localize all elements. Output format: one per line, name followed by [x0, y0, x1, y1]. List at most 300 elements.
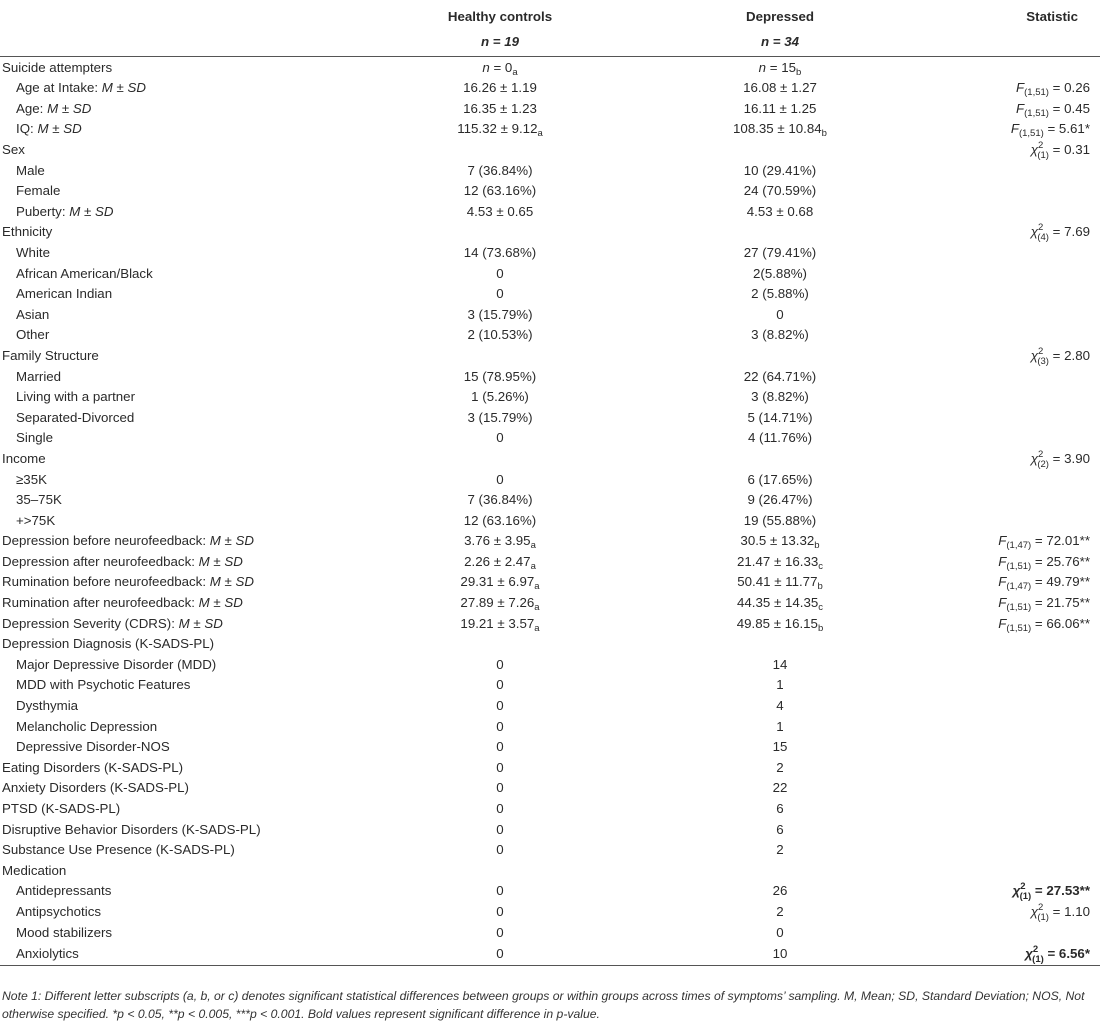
healthy-value	[360, 78, 640, 99]
cell-value: 19 (55.88%)	[743, 512, 817, 528]
healthy-value	[360, 551, 640, 572]
statistic-value	[920, 222, 1100, 243]
row-label: Male	[16, 162, 45, 178]
depressed-value	[640, 881, 920, 902]
cell-value: 5 (14.71%)	[747, 409, 813, 425]
statistic-number: = 1.10	[1048, 903, 1090, 919]
row-label: Depression after neurofeedback: M ± SD	[2, 553, 243, 569]
row-label: Eating Disorders (K-SADS-PL)	[2, 759, 184, 775]
statistic-value	[920, 819, 1100, 840]
statistic	[1030, 901, 1090, 923]
depressed-value	[640, 428, 920, 449]
table-row	[0, 737, 1100, 758]
cell-value: 0	[496, 471, 504, 487]
cell-value: 3 (8.82%)	[751, 389, 809, 405]
depressed-value	[640, 489, 920, 510]
cell-value: 21.47 ± 16.33	[737, 553, 819, 569]
row-label: Anxiolytics	[0, 943, 360, 966]
chi-square: $\chi^2_{(1)}$	[1030, 139, 1049, 161]
row-label: ≥35K	[16, 471, 47, 487]
table-row	[0, 407, 1100, 428]
cell-value: 4	[776, 698, 784, 714]
healthy-value	[360, 57, 640, 78]
row-label: Dysthymia	[16, 698, 79, 714]
statistic-number: = 6.56*	[1043, 945, 1090, 961]
table-row	[0, 798, 1100, 819]
cell-value: 0	[496, 286, 504, 302]
healthy-value	[360, 613, 640, 634]
depressed-value	[640, 345, 920, 366]
statistic-value	[920, 469, 1100, 490]
cell-value: 9 (26.47%)	[747, 492, 813, 508]
row-label: Family Structure	[2, 347, 99, 363]
depressed-value	[640, 57, 920, 78]
row-label: Income	[2, 450, 46, 466]
cell-value: 3 (15.79%)	[467, 409, 533, 425]
row-label: Melancholic Depression	[16, 718, 158, 734]
healthy-value	[360, 98, 640, 119]
statistic: $F_{(1,51)} = 0.45$	[1016, 100, 1090, 119]
statistic-df: (1,47)	[1006, 581, 1032, 593]
depressed-value	[640, 139, 920, 160]
cell-value: 2(5.88%)	[753, 265, 807, 281]
cell-value: 1 (5.26%)	[471, 389, 529, 405]
statistic: $F_{(1,51)} = 0.26$	[1016, 80, 1090, 99]
healthy-value	[360, 901, 640, 922]
healthy-value	[360, 428, 640, 449]
cell-value: 16.08 ± 1.27	[743, 80, 817, 96]
table-row	[0, 695, 1100, 716]
depressed-value	[640, 160, 920, 181]
statistic-value	[920, 798, 1100, 819]
table-row	[0, 716, 1100, 737]
row-label: White	[16, 244, 50, 260]
cell-value: 15 (78.95%)	[463, 368, 537, 384]
statistic-value	[920, 737, 1100, 758]
statistic-df: (1,51)	[1024, 107, 1049, 119]
cell-value: 44.35 ± 14.35	[737, 595, 819, 611]
statistic-number: = 5.61*	[1043, 121, 1090, 137]
healthy-value	[360, 778, 640, 799]
header-statistic: Statistic	[1026, 9, 1078, 24]
cell-value: 1	[776, 718, 784, 734]
cell-value: 16.11 ± 1.25	[743, 100, 817, 116]
statistic-df: (1,51)	[1018, 128, 1044, 140]
cell-value: 0	[496, 265, 504, 281]
table-row	[0, 675, 1100, 696]
cell-value: 16.26 ± 1.19	[463, 80, 537, 96]
cell-value: 2 (10.53%)	[467, 327, 533, 343]
row-label: Anxiety Disorders (K-SADS-PL)	[2, 780, 189, 796]
statistic-value	[920, 160, 1100, 181]
statistic-df: (1,47)	[1006, 540, 1032, 552]
row-label: Major Depressive Disorder (MDD)	[16, 656, 217, 672]
row-label: Depression Diagnosis (K-SADS-PL)	[2, 636, 215, 652]
cell-value: n = 0	[482, 59, 513, 75]
row-label: Antidepressants	[16, 883, 112, 899]
group-subscript: a	[530, 540, 536, 552]
healthy-value	[360, 263, 640, 284]
group-subscript: a	[537, 128, 543, 140]
statistic-number: = 66.06**	[1031, 615, 1090, 631]
table-row	[0, 387, 1100, 408]
header-depressed: Depressed	[746, 9, 814, 24]
statistic-value	[920, 489, 1100, 510]
group-subscript: b	[821, 128, 827, 140]
cell-value: 0	[496, 739, 504, 755]
statistic-number: = 21.75**	[1031, 595, 1090, 611]
statistic-value	[920, 675, 1100, 696]
table-note: Note 1: Different letter subscripts (a, b, or c) denotes significant statistical differences between groups or within groups across times of symptoms’ sampling. M, Mean; SD, Standard Deviation; NOS, Not otherwise specified. *p < 0.05, **p < 0.005, ***p < 0.001. Bold values represent significant difference in p-value.	[2, 989, 1085, 1021]
chi-square: $\chi^2_{(3)}$	[1030, 345, 1049, 367]
row-label: Separated-Divorced	[16, 409, 135, 425]
cell-value: 29.31 ± 6.97	[460, 574, 535, 590]
healthy-value	[360, 448, 640, 469]
cell-value: 3.76 ± 3.95	[464, 533, 531, 549]
statistic-value	[920, 78, 1100, 99]
statistic-value	[920, 551, 1100, 572]
group-subscript: b	[817, 622, 824, 634]
statistic-value	[920, 98, 1100, 119]
row-label: Rumination before neurofeedback: M ± SD	[2, 574, 254, 590]
healthy-value	[360, 716, 640, 737]
statistic-df: (1)	[1019, 891, 1032, 903]
row-label: Asian	[16, 306, 50, 322]
healthy-value	[360, 943, 640, 966]
healthy-value	[360, 284, 640, 305]
statistic-value	[920, 901, 1100, 922]
group-subscript: c	[818, 560, 823, 572]
header-healthy-controls: Healthy controls	[447, 9, 553, 24]
depressed-value	[640, 757, 920, 778]
cell-value: 27.89 ± 7.26	[460, 595, 535, 611]
statistic-number: = 2.80	[1048, 347, 1090, 363]
cell-value: 0	[496, 656, 504, 672]
healthy-value	[360, 737, 640, 758]
healthy-value	[360, 407, 640, 428]
chi-square: $\chi^2_{(4)}$	[1030, 222, 1049, 244]
depressed-value	[640, 98, 920, 119]
table-row	[0, 78, 1100, 99]
statistic-value	[920, 448, 1100, 469]
header-blank	[0, 0, 360, 26]
statistic	[1030, 222, 1090, 244]
table-row	[0, 901, 1100, 922]
cell-value: 12 (63.16%)	[463, 512, 537, 528]
statistic-df: (3)	[1037, 355, 1049, 367]
cell-value: 4 (11.76%)	[747, 430, 813, 446]
statistic-value	[920, 428, 1100, 449]
row-label: IQ: M ± SD	[16, 121, 82, 137]
table-row	[0, 242, 1100, 263]
table-row	[0, 778, 1100, 799]
cell-value: 2 (5.88%)	[751, 286, 809, 302]
row-label: American Indian	[16, 286, 113, 302]
cell-value: 3 (8.82%)	[751, 327, 809, 343]
cell-value: 2	[776, 759, 784, 775]
table-row	[0, 181, 1100, 202]
table-row	[0, 345, 1100, 366]
table-row	[0, 222, 1100, 243]
statistic-value	[920, 510, 1100, 531]
cell-value: 10 (29.41%)	[743, 162, 817, 178]
statistic-value	[920, 284, 1100, 305]
statistic: $F_{(1,51)} = 66.06**$	[998, 615, 1090, 634]
table-row	[0, 860, 1100, 881]
row-label: Disruptive Behavior Disorders (K-SADS-PL)	[2, 821, 261, 837]
table-row	[0, 119, 1100, 140]
cell-value: 15	[772, 739, 788, 755]
table-row	[0, 634, 1100, 655]
statistic-df: (1,51)	[1006, 622, 1032, 634]
depressed-value	[640, 798, 920, 819]
row-label: Medication	[2, 862, 67, 878]
cell-value: 0	[496, 924, 504, 940]
depressed-value	[640, 119, 920, 140]
healthy-value	[360, 325, 640, 346]
cell-value: 7 (36.84%)	[467, 492, 533, 508]
cell-value: 2	[776, 842, 784, 858]
table-row	[0, 840, 1100, 861]
table-row	[0, 304, 1100, 325]
cell-value: 0	[496, 698, 504, 714]
healthy-value	[360, 242, 640, 263]
row-label: Substance Use Presence (K-SADS-PL)	[2, 842, 235, 858]
healthy-value	[360, 819, 640, 840]
cell-value: 27 (79.41%)	[743, 244, 817, 260]
cell-value: 14	[772, 656, 788, 672]
cell-value: 0	[496, 718, 504, 734]
table-row	[0, 160, 1100, 181]
statistic-df: (1)	[1032, 953, 1044, 965]
row-label: Other	[16, 327, 50, 343]
cell-value: 108.35 ± 10.84	[733, 121, 822, 137]
table-row	[0, 98, 1100, 119]
group-subscript: b	[817, 581, 823, 593]
table-row	[0, 943, 1100, 966]
statistic	[1030, 139, 1090, 161]
depressed-value	[640, 840, 920, 861]
statistic-value	[920, 119, 1100, 140]
cell-value: 50.41 ± 11.77	[737, 574, 818, 590]
healthy-value	[360, 160, 640, 181]
row-label: Single	[16, 430, 53, 446]
statistic-number: = 0.31	[1048, 141, 1090, 157]
healthy-value	[360, 922, 640, 943]
depressed-value	[640, 592, 920, 613]
statistic-value	[920, 860, 1100, 881]
depressed-value	[640, 695, 920, 716]
depressed-value	[640, 304, 920, 325]
healthy-value	[360, 675, 640, 696]
depressed-value	[640, 778, 920, 799]
chi-square: $\chi^2_{(2)}$	[1030, 448, 1049, 470]
row-label: Living with a partner	[16, 389, 135, 405]
statistic: $F_{(1,47)} = 49.79**$	[998, 574, 1090, 593]
depressed-value	[640, 737, 920, 758]
cell-value: 0	[496, 677, 504, 693]
statistic-value	[920, 325, 1100, 346]
cell-value: 10	[772, 945, 788, 961]
statistic-df: (1,51)	[1006, 602, 1032, 614]
statistic: $F_{(1,51)} = 21.75**$	[998, 595, 1090, 614]
table-row	[0, 551, 1100, 572]
cell-value: 2.26 ± 2.47	[464, 553, 531, 569]
cell-value: 26	[772, 883, 788, 899]
table-row	[0, 325, 1100, 346]
cell-value: 0	[776, 924, 784, 940]
statistic-number: = 72.01**	[1031, 533, 1090, 549]
cell-value: 0	[776, 306, 784, 322]
row-label: Age: M ± SD	[16, 100, 92, 116]
statistic	[1030, 345, 1090, 367]
healthy-value	[360, 181, 640, 202]
statistic-value	[920, 572, 1100, 593]
table-row	[0, 448, 1100, 469]
depressed-value	[640, 325, 920, 346]
depressed-value	[640, 551, 920, 572]
healthy-value	[360, 510, 640, 531]
statistic-value	[920, 345, 1100, 366]
cell-value: 24 (70.59%)	[743, 183, 817, 199]
statistic-value	[920, 304, 1100, 325]
healthy-value	[360, 592, 640, 613]
depressed-value	[640, 78, 920, 99]
depressed-value	[640, 366, 920, 387]
cell-value: 0	[496, 842, 504, 858]
depressed-value	[640, 922, 920, 943]
cell-value: 0	[496, 430, 504, 446]
table-row	[0, 489, 1100, 510]
row-label: Depressive Disorder-NOS	[16, 739, 170, 755]
statistic-df: (1,51)	[1024, 87, 1049, 99]
statistic-number: = 49.79**	[1031, 574, 1090, 590]
header-n-healthy: n = 19	[360, 26, 640, 57]
table-row	[0, 366, 1100, 387]
statistic	[1012, 881, 1090, 903]
statistic-number: = 27.53**	[1031, 883, 1090, 899]
statistic-value	[920, 201, 1100, 222]
table-row	[0, 139, 1100, 160]
cell-value: 14 (73.68%)	[463, 244, 537, 260]
cell-value: 22	[772, 780, 788, 796]
row-label: PTSD (K-SADS-PL)	[2, 801, 121, 817]
statistic-value	[920, 757, 1100, 778]
cell-value: 6	[776, 801, 784, 817]
statistic: $F_{(1,51)} = 25.76**$	[998, 553, 1090, 572]
depressed-value	[640, 510, 920, 531]
statistic-value	[920, 922, 1100, 943]
healthy-value	[360, 345, 640, 366]
chi-square: $\chi^2_{(1)}$	[1012, 881, 1032, 903]
depressed-value	[640, 284, 920, 305]
row-label: Suicide attempters	[2, 59, 113, 75]
statistic-number: = 25.76**	[1031, 553, 1090, 569]
cell-value: 12 (63.16%)	[463, 183, 537, 199]
header-n-depressed: n = 34	[640, 26, 920, 57]
table-row	[0, 201, 1100, 222]
healthy-value	[360, 531, 640, 552]
group-subscript: a	[534, 602, 540, 614]
table-row	[0, 654, 1100, 675]
statistic	[1025, 943, 1090, 965]
statistic-value	[920, 881, 1100, 902]
statistic-number: = 7.69	[1048, 224, 1090, 240]
cell-value: 0	[496, 945, 504, 961]
table-body	[0, 57, 1100, 966]
table-row	[0, 428, 1100, 449]
statistic-value	[920, 943, 1100, 966]
group-subscript: a	[534, 622, 540, 634]
row-label: Age at Intake: M ± SD	[16, 80, 146, 96]
group-subscript: b	[814, 540, 820, 552]
statistic-number: = 0.45	[1048, 100, 1090, 116]
statistic-number: = 3.90	[1048, 450, 1090, 466]
table-row	[0, 57, 1100, 78]
statistic-value	[920, 654, 1100, 675]
header-n-stat-blank	[920, 26, 1100, 57]
healthy-value	[360, 119, 640, 140]
healthy-value	[360, 634, 640, 655]
healthy-value	[360, 881, 640, 902]
healthy-value	[360, 201, 640, 222]
cell-value: 16.35 ± 1.23	[463, 100, 537, 116]
statistic-value	[920, 716, 1100, 737]
healthy-value	[360, 860, 640, 881]
statistic-df: (1,51)	[1006, 560, 1032, 572]
table-row	[0, 881, 1100, 902]
depressed-value	[640, 613, 920, 634]
table-row	[0, 922, 1100, 943]
depressed-value	[640, 181, 920, 202]
statistic: $F_{(1,51)} = 5.61*$	[1010, 121, 1090, 140]
statistic-value	[920, 263, 1100, 284]
cell-value: 1	[776, 677, 784, 693]
row-label: Married	[16, 368, 62, 384]
row-label: Puberty: M ± SD	[16, 203, 114, 219]
statistic-number: = 0.26	[1048, 80, 1090, 96]
cell-value: 6 (17.65%)	[747, 471, 813, 487]
healthy-value	[360, 366, 640, 387]
statistic-value	[920, 407, 1100, 428]
healthy-value	[360, 304, 640, 325]
cell-value: 4.53 ± 0.68	[746, 203, 814, 219]
cell-value: 0	[496, 759, 504, 775]
healthy-value	[360, 387, 640, 408]
row-label: African American/Black	[16, 265, 153, 281]
statistic-df: (2)	[1037, 458, 1049, 470]
chi-square: $\chi^2_{(1)}$	[1025, 943, 1044, 965]
group-subscript: a	[534, 581, 540, 593]
table-row	[0, 510, 1100, 531]
depressed-value	[640, 572, 920, 593]
cell-value: 19.21 ± 3.57	[460, 615, 535, 631]
statistic-value	[920, 613, 1100, 634]
cell-value: 22 (64.71%)	[743, 368, 817, 384]
row-label: Mood stabilizers	[16, 924, 113, 940]
healthy-value	[360, 840, 640, 861]
cell-value: 3 (15.79%)	[467, 306, 533, 322]
group-subscript: b	[796, 66, 802, 78]
cell-value: 7 (36.84%)	[467, 162, 533, 178]
row-label: +>75K	[16, 512, 56, 528]
group-subscript: c	[818, 602, 823, 614]
depressed-value	[640, 716, 920, 737]
healthy-value	[360, 654, 640, 675]
statistic: $F_{(1,47)} = 72.01**$	[998, 533, 1090, 552]
depressed-value	[640, 531, 920, 552]
statistic-df: (1)	[1037, 149, 1049, 161]
